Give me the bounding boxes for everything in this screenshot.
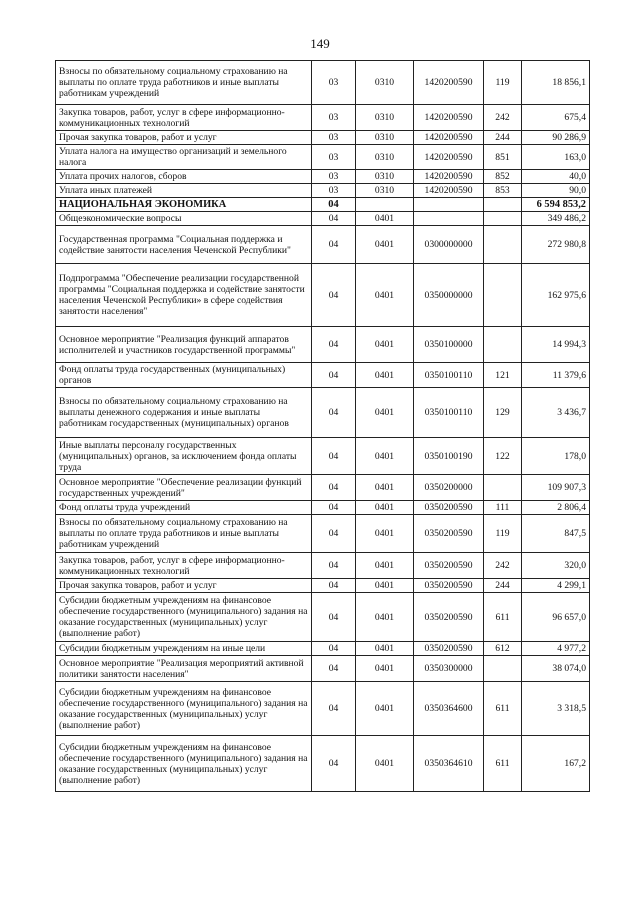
row-section: 04 — [312, 682, 356, 736]
table-row — [56, 264, 590, 327]
row-amount: 320,0 — [522, 553, 590, 579]
row-subsection: 0310 — [356, 105, 414, 131]
row-expense-type — [484, 327, 522, 363]
row-target-item: 0350100190 — [414, 438, 484, 475]
row-subsection: 0310 — [356, 184, 414, 198]
table-row — [56, 579, 590, 593]
row-name: Подпрограмма "Обеспечение реализации государственной программы "Социальная поддержка и содействие занятости населения Чеченской Республики» в сфере содействия занятости населения" — [56, 264, 312, 327]
row-section: 04 — [312, 388, 356, 438]
row-target-item: 0350364610 — [414, 736, 484, 792]
row-expense-type: 611 — [484, 682, 522, 736]
row-expense-type: 244 — [484, 579, 522, 593]
row-name: Закупка товаров, работ, услуг в сфере информационно-коммуникационных технологий — [56, 553, 312, 579]
table-row — [56, 553, 590, 579]
row-expense-type — [484, 475, 522, 501]
row-section: 04 — [312, 327, 356, 363]
row-name: Фонд оплаты труда государственных (муниципальных) органов — [56, 363, 312, 388]
row-subsection: 0401 — [356, 579, 414, 593]
row-section: 04 — [312, 553, 356, 579]
row-section: 03 — [312, 184, 356, 198]
row-subsection: 0401 — [356, 553, 414, 579]
row-expense-type: 111 — [484, 501, 522, 515]
row-expense-type: 612 — [484, 642, 522, 656]
row-section: 03 — [312, 145, 356, 170]
row-section: 03 — [312, 61, 356, 105]
row-section: 04 — [312, 642, 356, 656]
budget-table-body — [56, 61, 590, 792]
table-row — [56, 593, 590, 642]
row-subsection: 0401 — [356, 656, 414, 682]
table-row — [56, 131, 590, 145]
row-section: 04 — [312, 593, 356, 642]
row-expense-type: 611 — [484, 736, 522, 792]
row-amount: 6 594 853,2 — [522, 198, 590, 212]
row-name: Общеэкономические вопросы — [56, 212, 312, 226]
row-target-item: 0350364600 — [414, 682, 484, 736]
row-subsection: 0310 — [356, 145, 414, 170]
row-section: 04 — [312, 264, 356, 327]
row-expense-type: 244 — [484, 131, 522, 145]
row-target-item — [414, 212, 484, 226]
row-section: 04 — [312, 475, 356, 501]
row-name: Государственная программа "Социальная поддержка и содействие занятости населения Чеченской Республики" — [56, 226, 312, 264]
row-target-item: 1420200590 — [414, 105, 484, 131]
row-subsection: 0401 — [356, 682, 414, 736]
row-name: Прочая закупка товаров, работ и услуг — [56, 579, 312, 593]
row-target-item — [414, 198, 484, 212]
row-name: Закупка товаров, работ, услуг в сфере информационно-коммуникационных технологий — [56, 105, 312, 131]
row-expense-type: 121 — [484, 363, 522, 388]
row-subsection: 0401 — [356, 327, 414, 363]
row-amount: 109 907,3 — [522, 475, 590, 501]
row-name: Субсидии бюджетным учреждениям на финансовое обеспечение государственного (муниципального) задания на оказание государственных (муниципальных) услуг (выполнение работ) — [56, 736, 312, 792]
row-amount: 90 286,9 — [522, 131, 590, 145]
row-expense-type: 852 — [484, 170, 522, 184]
row-section: 04 — [312, 438, 356, 475]
row-expense-type — [484, 198, 522, 212]
row-expense-type — [484, 264, 522, 327]
row-name: Уплата прочих налогов, сборов — [56, 170, 312, 184]
row-section: 04 — [312, 363, 356, 388]
row-expense-type: 242 — [484, 553, 522, 579]
row-name: Основное мероприятие "Реализация мероприятий активной политики занятости населения" — [56, 656, 312, 682]
row-amount: 349 486,2 — [522, 212, 590, 226]
row-amount: 4 977,2 — [522, 642, 590, 656]
row-section: 04 — [312, 226, 356, 264]
row-expense-type: 242 — [484, 105, 522, 131]
row-section: 04 — [312, 515, 356, 553]
row-subsection: 0401 — [356, 226, 414, 264]
row-expense-type — [484, 212, 522, 226]
row-subsection: 0401 — [356, 736, 414, 792]
row-amount: 163,0 — [522, 145, 590, 170]
table-row — [56, 501, 590, 515]
row-amount: 272 980,8 — [522, 226, 590, 264]
table-row — [56, 105, 590, 131]
row-amount: 4 299,1 — [522, 579, 590, 593]
row-target-item: 0350200590 — [414, 553, 484, 579]
table-row — [56, 642, 590, 656]
row-subsection: 0401 — [356, 593, 414, 642]
row-target-item: 0350000000 — [414, 264, 484, 327]
row-amount: 2 806,4 — [522, 501, 590, 515]
row-subsection: 0401 — [356, 388, 414, 438]
row-target-item: 0350200590 — [414, 593, 484, 642]
row-section: 03 — [312, 105, 356, 131]
row-subsection: 0401 — [356, 264, 414, 327]
table-row — [56, 61, 590, 105]
table-row — [56, 475, 590, 501]
table-row — [56, 327, 590, 363]
table-row — [56, 226, 590, 264]
row-amount: 3 318,5 — [522, 682, 590, 736]
row-name: Фонд оплаты труда учреждений — [56, 501, 312, 515]
row-target-item: 1420200590 — [414, 170, 484, 184]
table-row — [56, 736, 590, 792]
row-name: Взносы по обязательному социальному страхованию на выплаты денежного содержания и иные выплаты работникам государственных (муниципальных) органов — [56, 388, 312, 438]
row-amount: 14 994,3 — [522, 327, 590, 363]
row-amount: 167,2 — [522, 736, 590, 792]
row-name: Уплата иных платежей — [56, 184, 312, 198]
row-name: Основное мероприятие "Обеспечение реализации функций государственных учреждений" — [56, 475, 312, 501]
row-subsection: 0401 — [356, 363, 414, 388]
row-subsection: 0310 — [356, 131, 414, 145]
row-expense-type: 129 — [484, 388, 522, 438]
row-target-item: 0350200590 — [414, 515, 484, 553]
row-amount: 3 436,7 — [522, 388, 590, 438]
row-section: 04 — [312, 736, 356, 792]
row-expense-type: 119 — [484, 61, 522, 105]
row-name: Основное мероприятие "Реализация функций аппаратов исполнителей и участников государственной программы" — [56, 327, 312, 363]
row-target-item: 0350100110 — [414, 363, 484, 388]
row-target-item: 1420200590 — [414, 184, 484, 198]
table-row — [56, 184, 590, 198]
row-expense-type: 119 — [484, 515, 522, 553]
row-amount: 847,5 — [522, 515, 590, 553]
row-amount: 162 975,6 — [522, 264, 590, 327]
row-amount: 675,4 — [522, 105, 590, 131]
table-row — [56, 388, 590, 438]
row-name: Уплата налога на имущество организаций и земельного налога — [56, 145, 312, 170]
row-expense-type: 851 — [484, 145, 522, 170]
row-target-item: 1420200590 — [414, 131, 484, 145]
row-amount: 38 074,0 — [522, 656, 590, 682]
row-subsection: 0401 — [356, 515, 414, 553]
row-section: 03 — [312, 170, 356, 184]
table-row — [56, 212, 590, 226]
page-number: 149 — [310, 36, 330, 51]
row-target-item: 0300000000 — [414, 226, 484, 264]
row-name: Субсидии бюджетным учреждениям на иные цели — [56, 642, 312, 656]
row-target-item: 1420200590 — [414, 61, 484, 105]
row-subsection: 0401 — [356, 475, 414, 501]
row-amount: 96 657,0 — [522, 593, 590, 642]
row-amount: 11 379,6 — [522, 363, 590, 388]
row-subsection: 0401 — [356, 501, 414, 515]
row-name: Взносы по обязательному социальному страхованию на выплаты по оплате труда работников и иные выплаты работникам учреждений — [56, 61, 312, 105]
row-expense-type — [484, 226, 522, 264]
table-row — [56, 682, 590, 736]
table-row — [56, 515, 590, 553]
row-amount: 90,0 — [522, 184, 590, 198]
row-expense-type: 122 — [484, 438, 522, 475]
table-row — [56, 363, 590, 388]
row-target-item: 0350200000 — [414, 475, 484, 501]
row-name: Взносы по обязательному социальному страхованию на выплаты по оплате труда работников и иные выплаты работникам учреждений — [56, 515, 312, 553]
row-section: 04 — [312, 656, 356, 682]
row-section: 04 — [312, 579, 356, 593]
row-name: Субсидии бюджетным учреждениям на финансовое обеспечение государственного (муниципального) задания на оказание государственных (муниципальных) услуг (выполнение работ) — [56, 593, 312, 642]
row-subsection: 0401 — [356, 212, 414, 226]
table-row — [56, 656, 590, 682]
row-subsection: 0401 — [356, 642, 414, 656]
row-target-item: 0350100110 — [414, 388, 484, 438]
row-target-item: 0350200590 — [414, 579, 484, 593]
budget-table — [55, 60, 590, 792]
row-subsection: 0310 — [356, 61, 414, 105]
row-amount: 40,0 — [522, 170, 590, 184]
row-name: НАЦИОНАЛЬНАЯ ЭКОНОМИКА — [56, 198, 312, 212]
row-target-item: 0350100000 — [414, 327, 484, 363]
table-row — [56, 170, 590, 184]
row-expense-type: 611 — [484, 593, 522, 642]
row-section: 04 — [312, 501, 356, 515]
row-amount: 178,0 — [522, 438, 590, 475]
table-row — [56, 438, 590, 475]
row-name: Прочая закупка товаров, работ и услуг — [56, 131, 312, 145]
table-row — [56, 198, 590, 212]
row-target-item: 0350200590 — [414, 642, 484, 656]
row-subsection: 0401 — [356, 438, 414, 475]
row-target-item: 0350200590 — [414, 501, 484, 515]
row-section: 03 — [312, 131, 356, 145]
row-expense-type — [484, 656, 522, 682]
table-row — [56, 145, 590, 170]
row-target-item: 1420200590 — [414, 145, 484, 170]
row-target-item: 0350300000 — [414, 656, 484, 682]
row-expense-type: 853 — [484, 184, 522, 198]
row-name: Иные выплаты персоналу государственных (муниципальных) органов, за исключением фонда оплаты труда — [56, 438, 312, 475]
row-section: 04 — [312, 198, 356, 212]
row-amount: 18 856,1 — [522, 61, 590, 105]
row-subsection — [356, 198, 414, 212]
row-section: 04 — [312, 212, 356, 226]
row-subsection: 0310 — [356, 170, 414, 184]
row-name: Субсидии бюджетным учреждениям на финансовое обеспечение государственного (муниципального) задания на оказание государственных (муниципальных) услуг (выполнение работ) — [56, 682, 312, 736]
